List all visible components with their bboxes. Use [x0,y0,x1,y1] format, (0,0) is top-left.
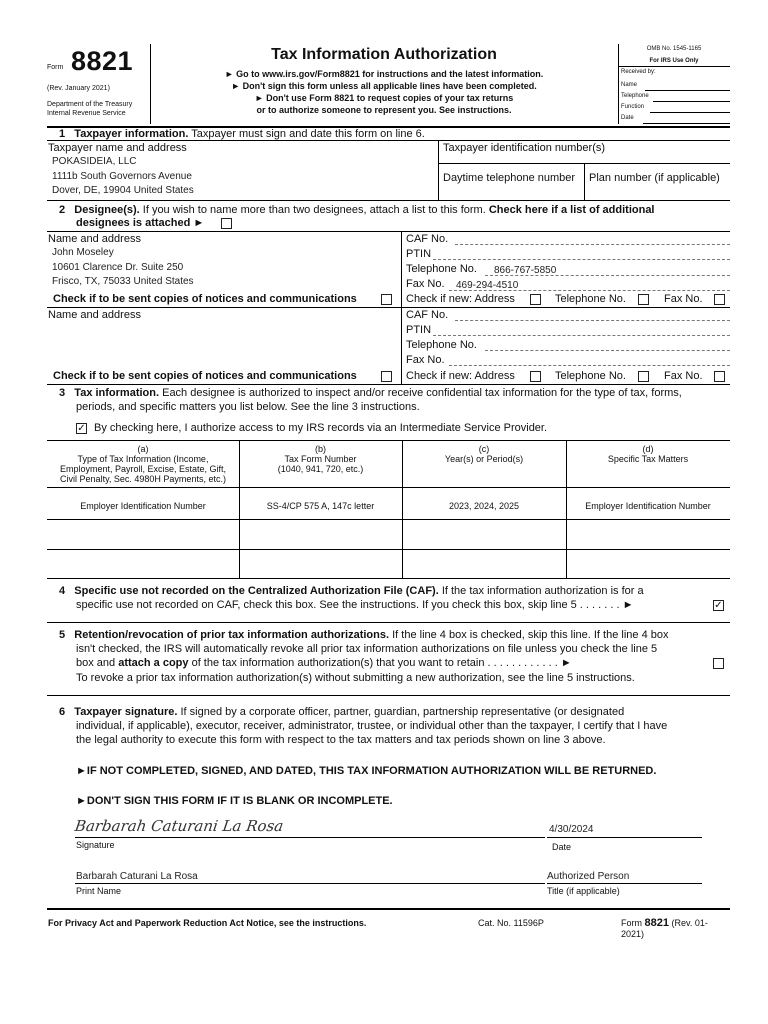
designee1-check-new-address: Check if new: Address [406,293,515,305]
instruction-2: ► Don't sign this form unless all applicable lines have been completed. [231,81,537,91]
line5-text-2: isn't checked, the IRS will automatically revoke all prior tax information authorizations on file unless you check the line 5 [76,643,658,655]
line6-heading: 6 Taxpayer signature. If signed by a corporate officer, partner, guardian, partnership representative (or designated [59,706,625,718]
instruction-1: ► Go to www.irs.gov/Form8821 for instructions and the latest information. [224,69,544,79]
line5-heading: 5 Retention/revocation of prior tax information authorizations. If the line 4 box is checked, skip this line. If the line 4 box [59,629,669,641]
designee1-fax-checkbox[interactable] [714,294,725,305]
omb-number: OMB No. 1545-1165 [646,46,702,52]
taxpayer-address-1[interactable]: 1111b South Governors Avenue [52,171,192,182]
additional-designees-checkbox[interactable] [221,218,232,229]
cat-number: Cat. No. 11596P [478,918,544,928]
irs-function-label: Function [621,104,645,110]
print-name-label: Print Name [76,886,122,896]
irs-telephone-label: Telephone [621,93,649,99]
designee1-fax-label: Fax No. [406,278,445,290]
col-d-header: (d) Specific Tax Matters [607,444,689,464]
table-row-1-a[interactable]: Employer Identification Number [80,501,206,511]
designee1-tel-label: Telephone No. [406,263,477,275]
designee2-tel-label: Telephone No. [406,339,477,351]
designee2-fax-label: Fax No. [406,354,445,366]
designee1-tel-checkbox[interactable] [638,294,649,305]
instruction-3: ► Don't use Form 8821 to request copies of your tax returns [254,93,514,103]
col-b-header: (b) Tax Form Number (1040, 941, 720, etc.) [277,444,364,474]
retain-prior-checkbox[interactable] [713,658,724,669]
footer-form-id: Form 8821 (Rev. 01-2021) [621,917,708,939]
col-c-header: (c) Year(s) or Period(s) [444,444,524,464]
col-a-header: (a) Type of Tax Information (Income, Employment, Payroll, Excise, Estate, Gift, Civil Penalty, Sec. 4980H Payments, etc.) [59,444,227,484]
instruction-4: or to authorize someone to represent you. See instructions. [256,105,512,115]
designee2-caf-label: CAF No. [406,309,449,321]
irs-use-only: For IRS Use Only [649,58,699,64]
designee1-fax[interactable]: 469-294-4510 [456,280,519,291]
title-label: Title (if applicable) [547,886,620,896]
line5-text-3: box and attach a copy of the tax information authorization(s) that you want to retain . . . . . . . . . . . . ► [76,657,572,669]
date-label: Date [552,842,572,852]
designee2-notices-checkbox[interactable] [381,371,392,382]
taxpayer-address-2[interactable]: Dover, DE, 19904 United States [52,185,194,196]
line3-heading: 3 Tax information. Each designee is authorized to inspect and/or receive confidential tax information for the type of tax, forms, [59,387,682,399]
caf-specific-use-checkbox[interactable]: ✓ [714,600,723,611]
rev-date: (Rev. January 2021) [47,85,110,92]
table-row-1-c[interactable]: 2023, 2024, 2025 [448,501,520,511]
taxpayer-name[interactable]: POKASIDEIA, LLC [52,156,137,167]
dept-line1: Department of the Treasury [47,101,133,108]
designee2-notices-label: Check if to be sent copies of notices and communications [53,370,357,382]
designee1-telephone[interactable]: 866-767-5850 [494,265,557,276]
designee1-check-new-fax: Fax No. [664,293,703,305]
line4-text-2: specific use not recorded on CAF, check this box. See the instructions. If you check this box, skip line 5 . . . . . . . ► [76,599,634,611]
form-number: 8821 [71,46,134,76]
designee2-check-new-address: Check if new: Address [406,370,515,382]
warning-returned: ►IF NOT COMPLETED, SIGNED, AND DATED, THIS TAX INFORMATION AUTHORIZATION WILL BE RETURNED. [76,765,657,777]
title-value[interactable]: Authorized Person [547,871,630,882]
designee1-name[interactable]: John Moseley [52,247,114,258]
table-row-1-d[interactable]: Employer Identification Number [585,501,711,511]
daytime-phone-label: Daytime telephone number [443,172,576,184]
taxpayer-signature[interactable]: Barbarah Caturani La Rosa [73,817,285,835]
table-row-1-b[interactable]: SS-4/CP 575 A, 147c letter [266,501,375,511]
tin-label: Taxpayer identification number(s) [443,142,606,154]
signature-label: Signature [76,840,115,850]
isp-checkbox[interactable]: ✓ [77,423,86,434]
irs-name-label: Name [621,82,638,88]
line1-heading: 1 Taxpayer information. Taxpayer must sign and date this form on line 6. [59,128,425,140]
designee2-check-new-fax: Fax No. [664,370,703,382]
designee1-address-checkbox[interactable] [530,294,541,305]
form-title: Tax Information Authorization [271,46,497,63]
line2-heading: 2 Designee(s). If you wish to name more than two designees, attach a list to this form. Check here if a list of additional [59,204,655,216]
designee2-tel-checkbox[interactable] [638,371,649,382]
line5-text-4: To revoke a prior tax information authorization(s) without submitting a new authorization, see the line 5 instructions. [76,672,635,684]
irs-date-label: Date [621,115,634,121]
designee1-ptin-label: PTIN [406,248,432,260]
line6-text-3: the legal authority to execute this form with respect to the tax matters and tax periods shown on line 3 above. [76,734,606,746]
dept-line2: Internal Revenue Service [47,110,126,117]
taxpayer-name-label: Taxpayer name and address [48,142,187,154]
line4-heading: 4 Specific use not recorded on the Centralized Authorization File (CAF). If the tax information authorization is for a [59,585,644,597]
designee2-ptin-label: PTIN [406,324,432,336]
designee1-address-2[interactable]: Frisco, TX, 75033 United States [52,276,194,287]
line6-text-2: individual, if applicable), executor, receiver, administrator, trustee, or individual other than the taxpayer, I certify that I have [76,720,668,732]
signature-date[interactable]: 4/30/2024 [549,824,594,835]
designee1-caf-label: CAF No. [406,233,449,245]
designee2-fax-checkbox[interactable] [714,371,725,382]
form-label: Form [47,64,64,71]
designee1-notices-label: Check if to be sent copies of notices and communications [53,293,357,305]
designee1-name-label: Name and address [48,233,141,245]
additional-designees-label: designees is attached ► [76,217,205,229]
warning-blank: ►DON'T SIGN THIS FORM IF IT IS BLANK OR INCOMPLETE. [76,795,393,807]
plan-number-label: Plan number (if applicable) [589,172,720,184]
received-by-label: Received by: [621,69,656,75]
isp-label: By checking here, I authorize access to my IRS records via an Intermediate Service Provider. [94,422,548,434]
line3-text-2: periods, and specific matters you list below. See the line 3 instructions. [76,401,420,413]
print-name[interactable]: Barbarah Caturani La Rosa [76,871,198,882]
designee2-check-new-tel: Telephone No. [555,370,626,382]
privacy-notice: For Privacy Act and Paperwork Reduction Act Notice, see the instructions. [48,918,367,928]
designee2-address-checkbox[interactable] [530,371,541,382]
designee1-check-new-tel: Telephone No. [555,293,626,305]
designee1-address-1[interactable]: 10601 Clarence Dr. Suite 250 [52,262,184,273]
designee2-name-label: Name and address [48,309,141,321]
designee1-notices-checkbox[interactable] [381,294,392,305]
